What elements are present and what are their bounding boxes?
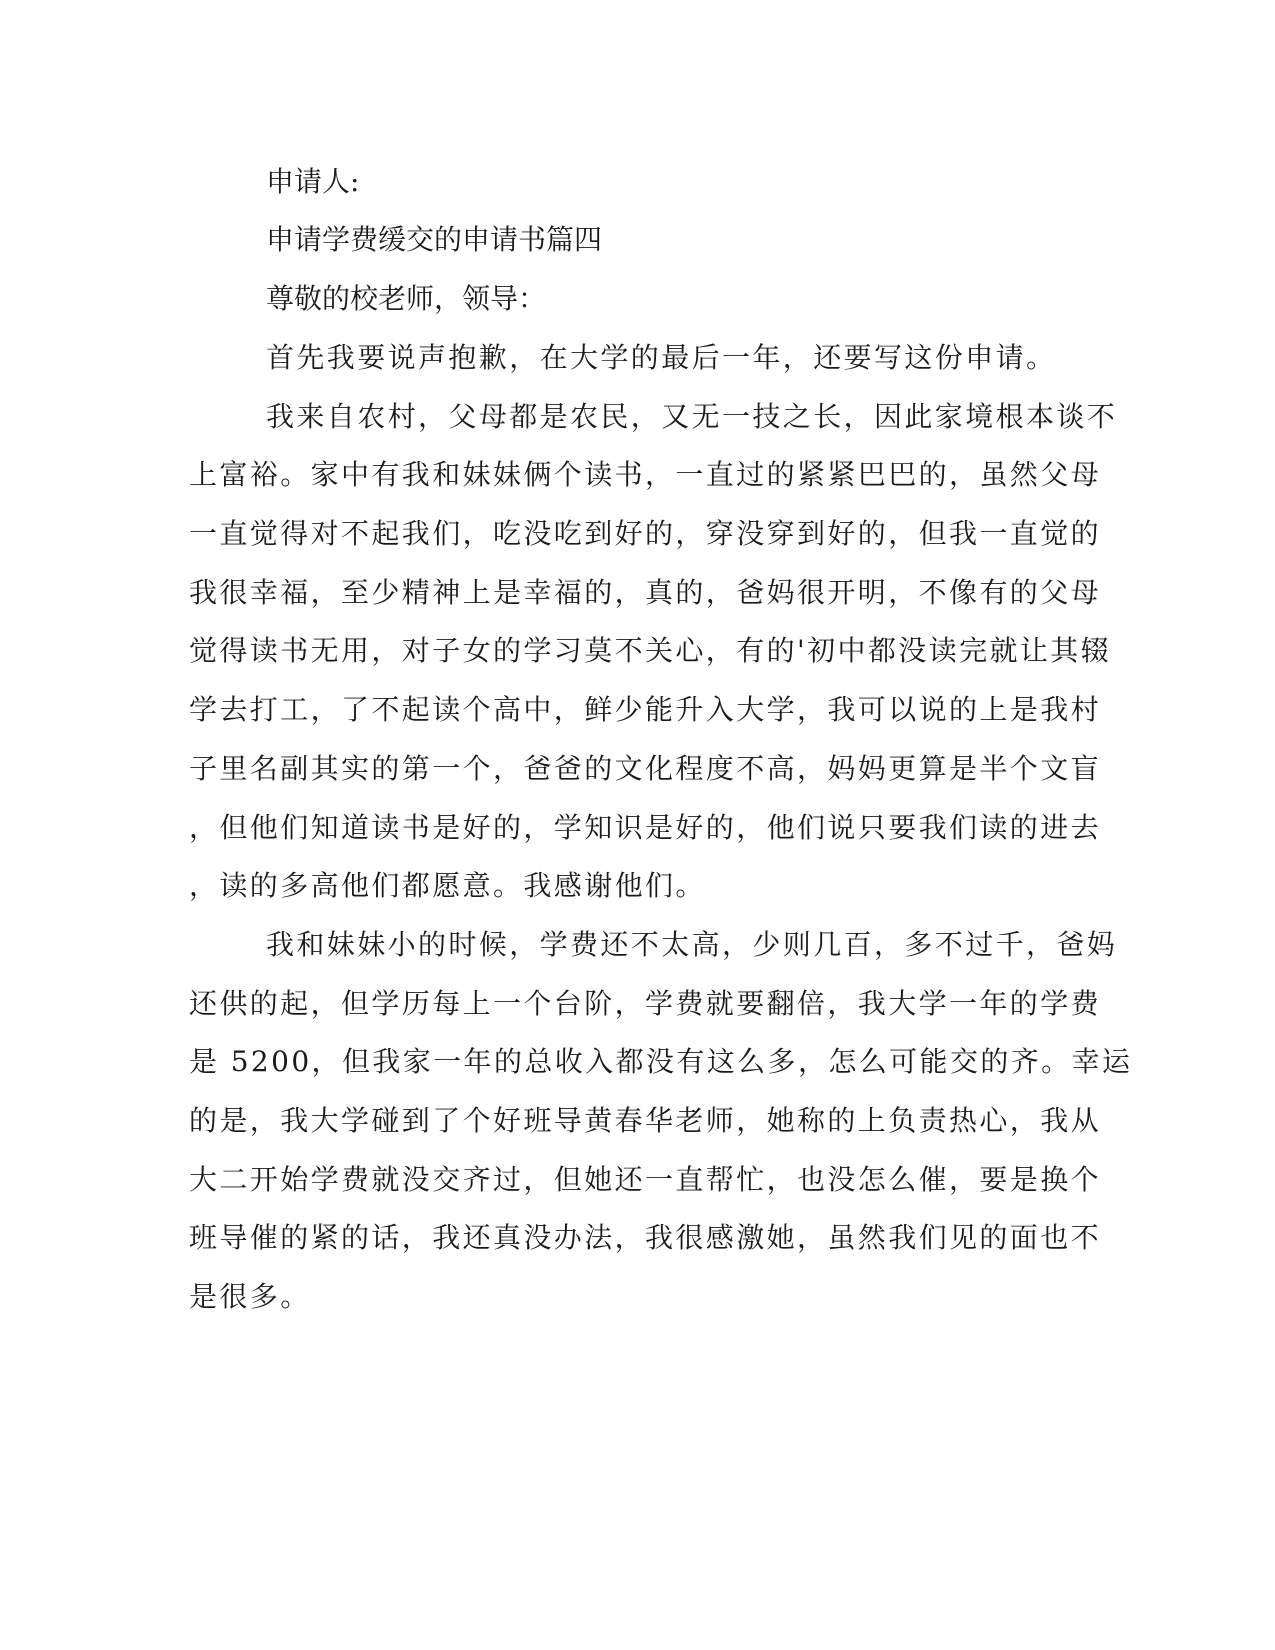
salutation: 尊敬的校老师，领导： — [266, 282, 547, 315]
paragraph-2-line: ，读的多高他们都愿意。我感谢他们。 — [189, 869, 706, 902]
paragraph-3-line: 是 5200，但我家一年的总收入都没有这么多，怎么可能交的齐。幸运 — [189, 1045, 1133, 1078]
paragraph-3-line: 是很多。 — [189, 1280, 311, 1313]
paragraph-3-line: 班导催的紧的话，我还真没办法，我很感激她，虽然我们见的面也不 — [189, 1221, 1102, 1254]
paragraph-1-line: 首先我要说声抱歉，在大学的最后一年，还要写这份申请。 — [266, 341, 1057, 374]
paragraph-2-line: 上富裕。家中有我和妹妹俩个读书，一直过的紧紧巴巴的，虽然父母 — [189, 458, 1102, 491]
paragraph-3-line: 的是，我大学碰到了个好班导黄春华老师，她称的上负责热心，我从 — [189, 1104, 1102, 1137]
applicant-label: 申请人: — [266, 165, 360, 198]
paragraph-2-line: ，但他们知道读书是好的，学知识是好的，他们说只要我们读的进去 — [189, 811, 1102, 844]
paragraph-3-line: 还供的起，但学历每上一个台阶，学费就要翻倍，我大学一年的学费 — [189, 987, 1102, 1020]
paragraph-2-line: 我来自农村，父母都是农民，又无一技之长，因此家境根本谈不 — [266, 400, 1118, 433]
paragraph-3-line: 我和妹妹小的时候，学费还不太高，少则几百，多不过千，爸妈 — [266, 928, 1118, 961]
paragraph-2-line: 学去打工，了不起读个高中，鲜少能升入大学，我可以说的上是我村 — [189, 693, 1102, 726]
document-heading: 申请学费缓交的申请书篇四 — [266, 223, 603, 256]
paragraph-2-line: 我很幸福，至少精神上是幸福的，真的，爸妈很开明，不像有的父母 — [189, 576, 1102, 609]
paragraph-2-line: 一直觉得对不起我们，吃没吃到好的，穿没穿到好的，但我一直觉的 — [189, 517, 1102, 550]
paragraph-2-line: 觉得读书无用，对子女的学习莫不关心，有的'初中都没读完就让其辍 — [189, 634, 1112, 667]
paragraph-2-line: 子里名副其实的第一个，爸爸的文化程度不高，妈妈更算是半个文盲 — [189, 752, 1102, 785]
paragraph-3-line: 大二开始学费就没交齐过，但她还一直帮忙，也没怎么催，要是换个 — [189, 1163, 1102, 1196]
